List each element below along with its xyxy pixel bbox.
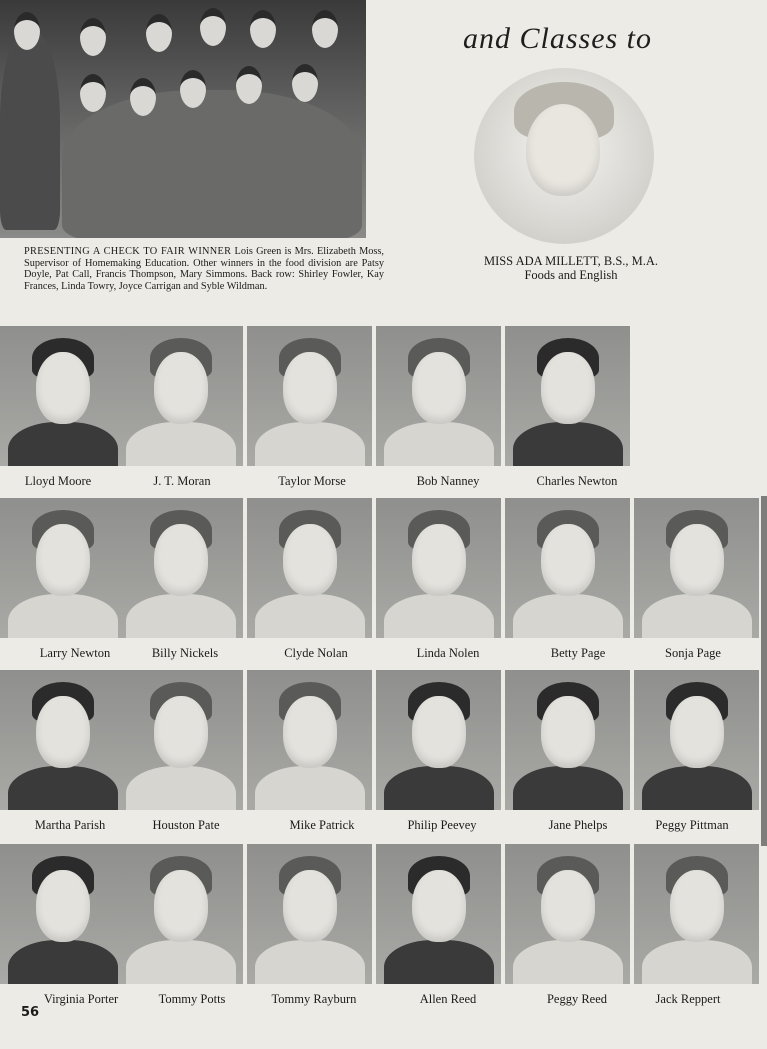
student-name: Mike Patrick — [289, 818, 355, 832]
student-portrait — [634, 498, 759, 638]
page-number: 56 — [21, 1005, 40, 1020]
figure-head — [80, 18, 106, 56]
student-portrait — [118, 498, 243, 638]
group-photo — [0, 0, 366, 238]
student-name: Martha Parish — [34, 818, 106, 832]
student-portrait — [0, 326, 125, 466]
student-name: Linda Nolen — [416, 646, 480, 660]
student-name: Houston Pate — [152, 818, 220, 832]
figure-head — [250, 10, 276, 48]
student-name: Tommy Rayburn — [271, 992, 357, 1006]
caption-lead: PRESENTING A CHECK TO FAIR WINNER — [24, 246, 232, 257]
student-portrait — [505, 844, 630, 984]
teacher-name: MISS ADA MILLETT, B.S., M.A. — [483, 254, 659, 268]
student-portrait — [247, 844, 372, 984]
student-portrait — [505, 670, 630, 810]
student-name: Allen Reed — [419, 992, 477, 1006]
student-name: Bob Nanney — [416, 474, 480, 488]
student-portrait — [247, 326, 372, 466]
student-name: Peggy Reed — [546, 992, 608, 1006]
figure-head — [236, 66, 262, 104]
student-name: J. T. Moran — [153, 474, 211, 488]
student-name: Charles Newton — [536, 474, 618, 488]
student-portrait — [505, 498, 630, 638]
portrait-face — [526, 104, 600, 196]
student-portrait — [376, 670, 501, 810]
group-photo-caption — [24, 246, 384, 292]
student-portrait — [0, 844, 125, 984]
page-edge-shadow — [761, 496, 767, 846]
student-name: Clyde Nolan — [284, 646, 348, 660]
student-name: Jack Reppert — [655, 992, 721, 1006]
student-name: Sonja Page — [665, 646, 721, 660]
student-portrait — [376, 498, 501, 638]
teacher-subjects: Foods and English — [524, 268, 618, 282]
student-portrait — [118, 670, 243, 810]
figure-head — [200, 8, 226, 46]
student-portrait — [376, 844, 501, 984]
student-name: Larry Newton — [39, 646, 111, 660]
standing-woman-figure — [0, 30, 60, 230]
section-heading: and Classes to — [463, 22, 653, 55]
figure-head — [312, 10, 338, 48]
student-portrait — [634, 844, 759, 984]
figure-head — [80, 74, 106, 112]
student-name: Betty Page — [550, 646, 606, 660]
student-portrait — [376, 326, 501, 466]
caption-text: Lois Green is Mrs. Elizabeth Moss, Supervisor of Homemaking Education. Other winners in the food division are Patsy Doyle, Pat Call, Francis Thompson, Mary Simmons. Back row: Shirley Fowler, Kay Frances, Linda Towry, Joyce Carrigan and Syble Wildman. — [24, 246, 385, 292]
figure-head — [180, 70, 206, 108]
student-name: Peggy Pittman — [655, 818, 729, 832]
student-name: Philip Peevey — [407, 818, 477, 832]
teacher-caption — [440, 254, 702, 282]
student-portrait — [118, 326, 243, 466]
student-name: Lloyd Moore — [24, 474, 92, 488]
student-name: Billy Nickels — [151, 646, 219, 660]
figure-head — [14, 12, 40, 50]
student-portrait — [0, 670, 125, 810]
figure-head — [292, 64, 318, 102]
student-portrait — [247, 498, 372, 638]
seated-row-figure — [62, 90, 362, 238]
student-name: Virginia Porter — [43, 992, 119, 1006]
student-portrait — [634, 670, 759, 810]
figure-head — [130, 78, 156, 116]
figure-head — [146, 14, 172, 52]
student-portrait — [118, 844, 243, 984]
teacher-portrait — [474, 68, 654, 244]
student-portrait — [247, 670, 372, 810]
student-name: Taylor Morse — [278, 474, 346, 488]
student-portrait — [505, 326, 630, 466]
student-name: Tommy Potts — [158, 992, 226, 1006]
student-portrait — [0, 498, 125, 638]
student-name: Jane Phelps — [548, 818, 608, 832]
